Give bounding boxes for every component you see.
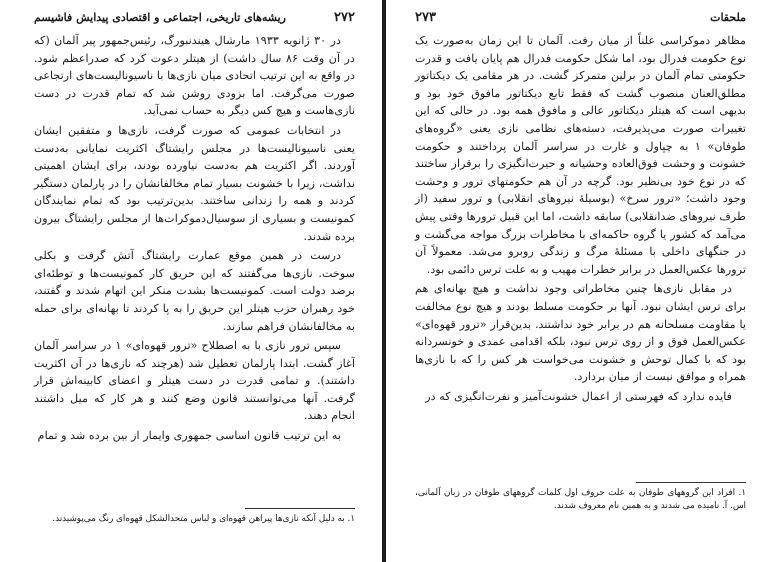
left-page-header: [34, 10, 355, 26]
left-paragraph-5: به این ترتیب قانون اساسی جمهوری وایمار از بین برده شد و تمام: [37, 429, 341, 443]
right-paragraph-2: در مقابل نازی‌ها چنین مخاطراتی وجود نداشت و هیچ بهانه‌ای هم برای ترس ایشان نبود. آنها بر حکومت مسلط بودند و هیچ نوع مخالفت یا مقاومت مسلحانه هم در برابر خود نداشتند. بدین‌قرار «ترور قهوه‌ای» عکس‌العمل فوق و از روی ترس نبود، بلکه اقدامی عمدی و خونسردانه بود که با کمال توحش و خشونت می‌خواست هر کس را که با نازی‌ها همراه و موافق نیست از میان بردارد.: [415, 282, 746, 384]
right-footnote-area: [415, 474, 746, 513]
left-page-number: ۲۷۲: [334, 10, 355, 25]
left-page: [0, 0, 381, 562]
left-footnote-rule: [245, 508, 355, 509]
right-page-number: ۲۷۳: [415, 10, 436, 25]
left-paragraph-3: درست در همین موقع عمارت رایشتاگ آتش گرفت و بکلی سوخت. نازی‌ها می‌گفتند که این حریق کار کمونیست‌ها و توطئه‌ای برضد دولت است. کمونیست‌ها بشدت منکر این اتهام شدند و گفتند، خود رهبران حزب هیتلر این حریق را به پا کردند تا بهانه‌ای برای حمله به مخالفانشان فراهم سازند.: [34, 249, 355, 333]
gutter-divider: [382, 0, 386, 562]
right-page: [387, 0, 768, 562]
right-page-header: [415, 10, 746, 26]
left-footnote-area: [34, 500, 355, 526]
right-paragraph-3: فایده ندارد که فهرستی از اعمال خشونت‌آمیز و نفرت‌انگیزی که در: [425, 389, 732, 403]
right-paragraph-1: مظاهر دموکراسی علناً از میان رفت. آلمان تا این زمان به‌صورت یک نوع حکومت فدرال بود، اما شکل حکومت فدرال هم پایان یافت و قدرت حکومتی تمام آلمان در برلین متمرکز گشت. در هر مقامی یک دیکتاتور مطلق‌العنان منصوب گشت که فقط تابع دیکتاتور مافوق خود بود و بدیهی است که هیتلر دیکتاتور عالی و مافوق همه بود. در حالی که این تغییرات صورت می‌پذیرفت، دسته‌های نظامی نازی یعنی «گروه‌های طوفان» ۱ به چپاول و غارت در سراسر آلمان پرداختند و حکومت خشونت و وحشت فوق‌العاده وحشیانه و حیرت‌انگیزی را برقرار ساختند که در نوع خود بی‌نظیر بود. گرچه در آن هم حکومتهای ترور و وحشت وجود داشت؛ «ترور سرخ» (بوسیلهٔ نیروهای انقلابی) و ترور سفید (از طرف نیروهای ضدانقلابی) سابقه داشت، اما این قبیل ترورها وقتی پیش می‌آمد که کشور یا گروه حاکمه‌ای با مخاطرات بزرگ مواجه می‌گشت و در جنگهای داخلی با مسئلهٔ مرگ و زندگی روبرو می‌شد. معمولاً آن ترورها عکس‌العمل در برابر خطرات مهیب و به علت ترس دائمی بود.: [415, 34, 746, 276]
left-page-header-title: ریشه‌های تاریخی، اجتماعی و اقتصادی پیدایش فاشیسم: [34, 11, 286, 24]
right-footnote: ۱. افراد این گروههای طوفان به علت حروف اول کلمات گروههای طوفان در زبان آلمانی، اس. آ. نامیده می شدند و به همین نام معروف شدند.: [415, 488, 746, 511]
left-footnote: ۱. به دلیل آنکه نازی‌ها پیراهن قهوه‌ای و لباس متحدالشکل قهوه‌ای رنگ می‌پوشیدند.: [52, 514, 355, 524]
left-paragraph-1: در ۳۰ ژانویه ۱۹۳۳ مارشال هیندنبورگ، رئیس‌جمهور پیر آلمان (که در آن وقت ۸۶ سال داشت) از هیتلر دعوت کرد که صدراعظم شود. در واقع به این ترتیب اتحادی میان نازی‌ها با ناسیونالیست‌های ارتجاعی صورت می‌گرفت. اما بزودی روشن شد که تمام قدرت در دست نازی‌هاست و هیچ کس دیگر به حساب نمی‌آید.: [34, 34, 355, 118]
left-paragraph-2: در انتخابات عمومی که صورت گرفت، نازی‌ها و متفقین ایشان یعنی ناسیونالیست‌ها در مجلس رایشتاگ اکثریت نمایانی به‌دست آوردند. اگر اکثریت هم به‌دست نیاورده بودند، برای ایشان اهمیتی نداشت، زیرا با خشونت بسیار تمام مخالفانشان را در پارلمان دستگیر کردند و همه را زندانی ساختند. بدین‌ترتیب بود که تمام نمایندگان کمونیست و بسیاری از سوسیال‌دموکرات‌ها از مجلس رایشتاگ بیرون برده شدند.: [34, 123, 355, 243]
left-paragraph-4: سپس ترور نازی با به اصطلاح «ترور قهوه‌ای» ۱ در سراسر آلمان آغاز گشت. ابتدا پارلمان تعطیل شد (هرچند که نازی‌ها در آن اکثریت داشتند). و تمامی قدرت در دست هیتلر و اعضای کابینه‌اش قرار گرفت. آنها می‌توانستند قانون وضع کنند و هر کار که میل داشتند انجام دهند.: [34, 339, 355, 423]
right-footnote-rule: [636, 482, 746, 483]
right-page-header-title: ملحقات: [710, 11, 746, 24]
